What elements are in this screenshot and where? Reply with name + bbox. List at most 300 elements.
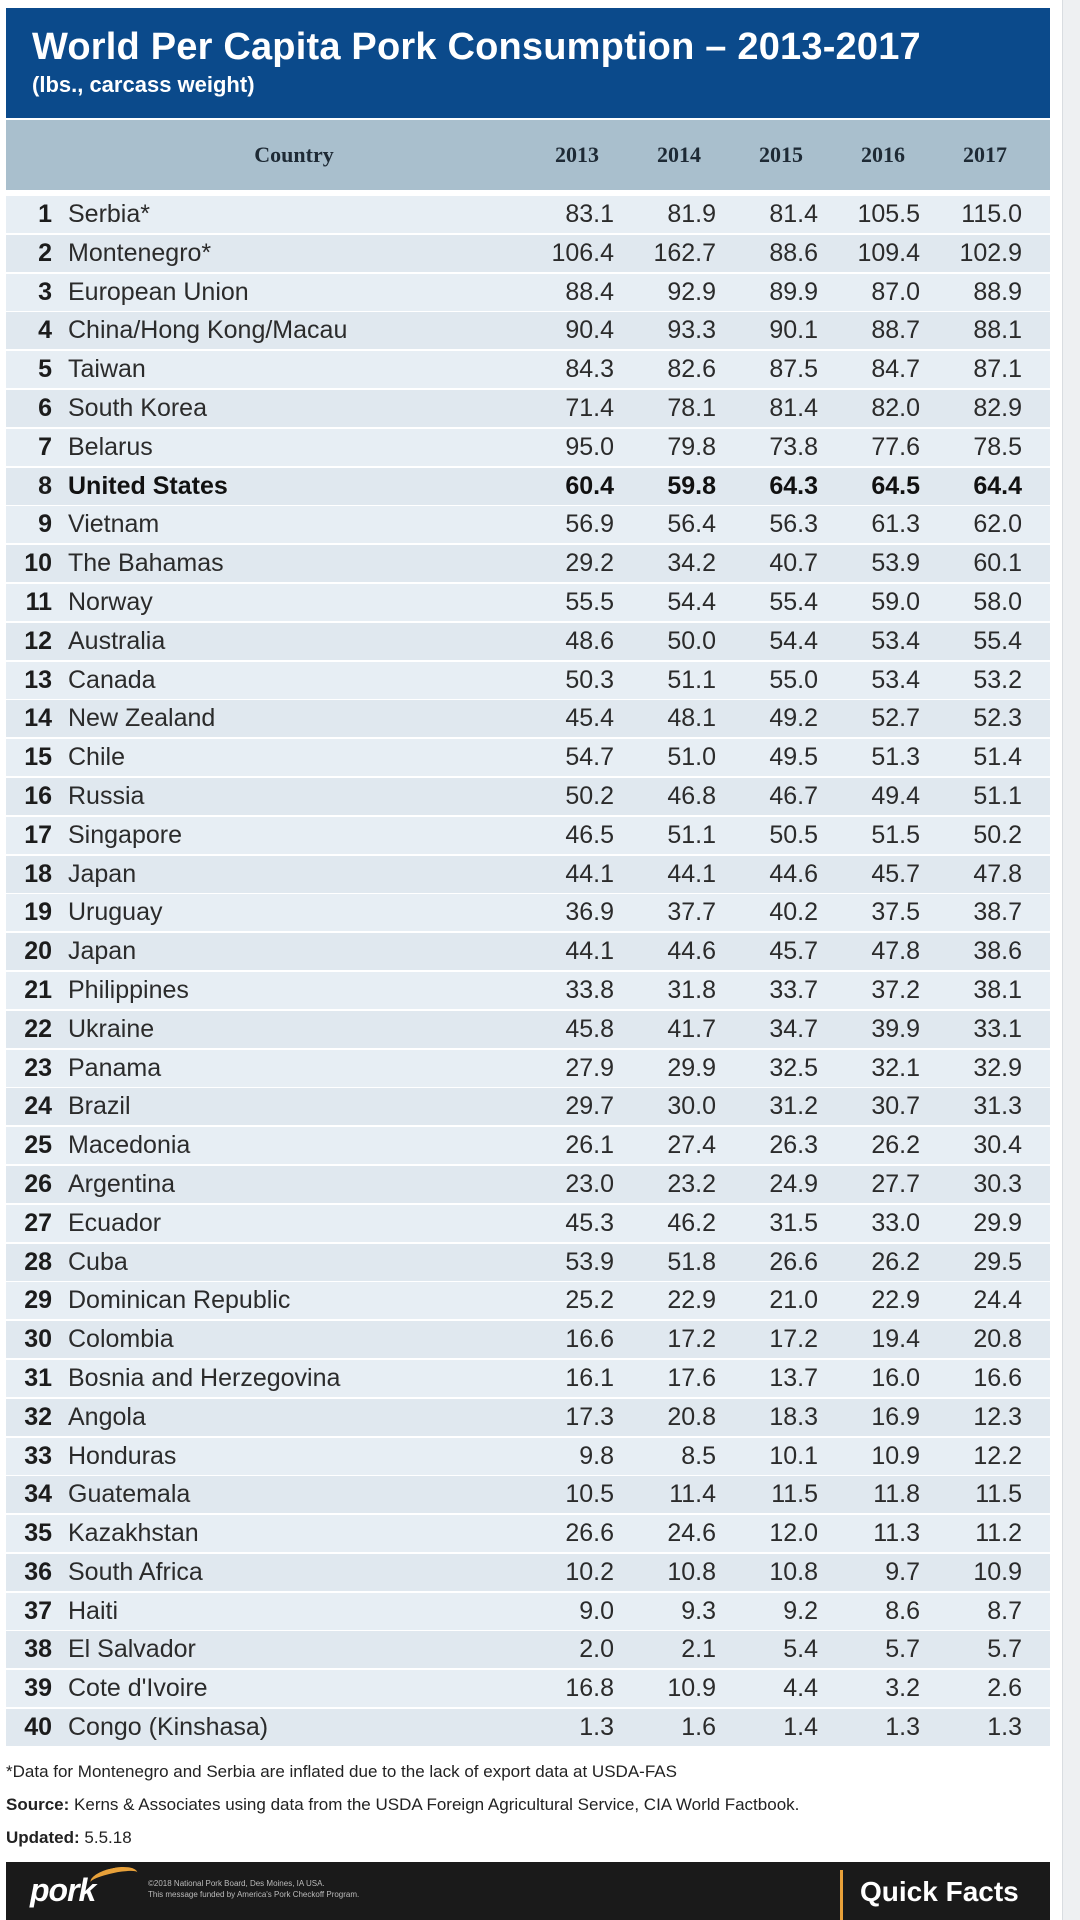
- value-cell: 10.8: [667, 1557, 716, 1586]
- value-cell: 34.7: [769, 1014, 818, 1043]
- country-cell: Taiwan: [68, 355, 146, 384]
- value-cell: 64.5: [871, 471, 920, 500]
- value-cell: 17.6: [667, 1363, 716, 1392]
- value-cell: 47.8: [973, 859, 1022, 888]
- value-cell: 11.4: [669, 1480, 716, 1509]
- value-cell: 11.5: [771, 1480, 818, 1509]
- country-cell: Dominican Republic: [68, 1286, 291, 1315]
- table-row: [6, 623, 1050, 660]
- table-row: [6, 1127, 1050, 1164]
- value-cell: 26.6: [769, 1247, 818, 1276]
- value-cell: 88.4: [565, 277, 614, 306]
- rank-cell: 19: [24, 898, 52, 927]
- value-cell: 79.8: [667, 432, 716, 461]
- table-row: [6, 1399, 1050, 1436]
- rank-cell: 32: [24, 1402, 52, 1431]
- country-cell: Philippines: [68, 975, 189, 1004]
- year-column-header: 2014: [657, 142, 701, 167]
- country-cell: Singapore: [68, 820, 182, 849]
- value-cell: 24.4: [973, 1286, 1022, 1315]
- value-cell: 3.2: [885, 1674, 920, 1703]
- value-cell: 49.4: [871, 781, 920, 810]
- value-cell: 12.2: [973, 1441, 1022, 1470]
- table-row: [6, 1476, 1050, 1513]
- value-cell: 30.0: [667, 1092, 716, 1121]
- table-row: [6, 429, 1050, 466]
- rank-cell: 13: [24, 665, 52, 694]
- table-row: [6, 700, 1050, 737]
- value-cell: 27.9: [565, 1053, 614, 1082]
- value-cell: 10.2: [565, 1557, 614, 1586]
- value-cell: 16.1: [565, 1363, 614, 1392]
- table-row: [6, 196, 1050, 233]
- value-cell: 54.4: [667, 587, 716, 616]
- country-cell: Brazil: [68, 1092, 131, 1121]
- value-cell: 51.1: [973, 781, 1022, 810]
- year-column-header: 2017: [963, 142, 1007, 167]
- value-cell: 33.0: [871, 1208, 920, 1237]
- value-cell: 32.1: [871, 1053, 920, 1082]
- value-cell: 44.6: [769, 859, 818, 888]
- value-cell: 54.4: [769, 626, 818, 655]
- country-cell: Norway: [68, 587, 153, 616]
- value-cell: 10.9: [667, 1674, 716, 1703]
- value-cell: 93.3: [667, 316, 716, 345]
- rank-cell: 7: [38, 432, 52, 461]
- value-cell: 16.8: [565, 1674, 614, 1703]
- value-cell: 20.8: [667, 1402, 716, 1431]
- rank-cell: 36: [24, 1557, 52, 1586]
- table-row: [6, 894, 1050, 931]
- updated-label: Updated:: [6, 1828, 80, 1847]
- rank-cell: 33: [24, 1441, 52, 1470]
- rank-cell: 30: [24, 1325, 52, 1354]
- rank-cell: 34: [24, 1480, 52, 1509]
- value-cell: 71.4: [565, 393, 614, 422]
- value-cell: 31.2: [769, 1092, 818, 1121]
- country-cell: El Salvador: [68, 1635, 196, 1664]
- value-cell: 81.9: [667, 200, 716, 228]
- value-cell: 47.8: [871, 937, 920, 966]
- value-cell: 27.7: [871, 1169, 920, 1198]
- country-cell: Guatemala: [68, 1480, 191, 1509]
- country-cell: South Africa: [68, 1557, 203, 1586]
- value-cell: 59.0: [871, 587, 920, 616]
- table-row: [6, 1050, 1050, 1087]
- country-cell: Haiti: [68, 1596, 119, 1625]
- value-cell: 51.1: [667, 665, 716, 694]
- value-cell: 10.5: [565, 1480, 614, 1509]
- value-cell: 1.3: [579, 1713, 614, 1742]
- country-cell: European Union: [68, 277, 249, 306]
- value-cell: 109.4: [857, 238, 920, 267]
- value-cell: 37.5: [871, 898, 920, 927]
- footer-divider: [840, 1870, 843, 1920]
- country-cell: United States: [68, 471, 228, 500]
- fineprint-line: ©2018 National Pork Board, Des Moines, IA USA.: [148, 1879, 325, 1888]
- value-cell: 44.1: [565, 859, 614, 888]
- value-cell: 31.5: [769, 1208, 818, 1237]
- value-cell: 41.7: [667, 1014, 716, 1043]
- updated-text: 5.5.18: [79, 1828, 132, 1847]
- value-cell: 45.8: [565, 1014, 614, 1043]
- value-cell: 51.8: [667, 1247, 716, 1276]
- quick-facts-label: Quick Facts: [860, 1876, 1019, 1907]
- value-cell: 17.3: [565, 1402, 614, 1431]
- value-cell: 50.2: [973, 820, 1022, 849]
- table-row: [6, 1321, 1050, 1358]
- table-body: [6, 190, 1050, 1746]
- value-cell: 29.5: [973, 1247, 1022, 1276]
- value-cell: 11.5: [975, 1480, 1022, 1509]
- table-row: [6, 1205, 1050, 1242]
- value-cell: 44.1: [565, 937, 614, 966]
- country-column-header: Country: [254, 142, 334, 167]
- value-cell: 115.0: [961, 200, 1022, 228]
- country-cell: Montenegro*: [68, 238, 212, 267]
- rank-cell: 11: [25, 587, 52, 616]
- page-title: World Per Capita Pork Consumption – 2013-2017: [32, 26, 921, 68]
- country-cell: Ukraine: [68, 1014, 155, 1043]
- country-cell: Colombia: [68, 1325, 174, 1354]
- value-cell: 82.6: [667, 355, 716, 384]
- value-cell: 33.7: [769, 975, 818, 1004]
- value-cell: 53.9: [565, 1247, 614, 1276]
- value-cell: 30.3: [973, 1169, 1022, 1198]
- year-column-header: 2016: [861, 142, 905, 167]
- value-cell: 37.2: [871, 975, 920, 1004]
- value-cell: 9.3: [681, 1596, 716, 1625]
- value-cell: 53.2: [973, 665, 1022, 694]
- table-row: [6, 856, 1050, 893]
- logo-swoosh-icon: [89, 1863, 140, 1892]
- table-row: [6, 351, 1050, 388]
- notes-section: [6, 1755, 1050, 1854]
- value-cell: 90.1: [769, 316, 818, 345]
- rank-cell: 37: [24, 1596, 52, 1625]
- country-cell: China/Hong Kong/Macau: [68, 316, 348, 345]
- value-cell: 8.6: [885, 1596, 920, 1625]
- value-cell: 48.6: [565, 626, 614, 655]
- value-cell: 37.7: [667, 898, 716, 927]
- value-cell: 45.4: [565, 704, 614, 733]
- fineprint-line: This message funded by America's Pork Checkoff Program.: [148, 1890, 360, 1899]
- footnote: *Data for Montenegro and Serbia are inflated due to the lack of export data at USDA-FAS: [6, 1762, 677, 1781]
- rank-cell: 28: [24, 1247, 52, 1276]
- value-cell: 73.8: [769, 432, 818, 461]
- table-row: [6, 662, 1050, 699]
- value-cell: 55.4: [973, 626, 1022, 655]
- value-cell: 44.6: [667, 937, 716, 966]
- value-cell: 23.0: [565, 1169, 614, 1198]
- rank-cell: 23: [24, 1053, 52, 1082]
- value-cell: 25.2: [565, 1286, 614, 1315]
- value-cell: 29.7: [565, 1092, 614, 1121]
- rank-cell: 12: [24, 626, 52, 655]
- value-cell: 56.9: [565, 510, 614, 539]
- value-cell: 29.2: [565, 549, 614, 578]
- value-cell: 5.7: [987, 1635, 1022, 1664]
- rank-cell: 35: [24, 1519, 52, 1548]
- country-cell: Panama: [68, 1053, 162, 1082]
- value-cell: 64.3: [769, 471, 818, 500]
- table-row: [6, 584, 1050, 621]
- value-cell: 45.7: [769, 937, 818, 966]
- value-cell: 55.4: [769, 587, 818, 616]
- rank-cell: 1: [38, 200, 52, 228]
- value-cell: 12.3: [973, 1402, 1022, 1431]
- value-cell: 21.0: [769, 1286, 818, 1315]
- value-cell: 5.4: [783, 1635, 818, 1664]
- value-cell: 51.3: [871, 743, 920, 772]
- table-row: [6, 468, 1050, 505]
- value-cell: 18.3: [769, 1402, 818, 1431]
- year-column-header: 2013: [555, 142, 599, 167]
- value-cell: 81.4: [769, 200, 818, 228]
- value-cell: 58.0: [973, 587, 1022, 616]
- value-cell: 26.6: [565, 1519, 614, 1548]
- table-header-row: [6, 120, 1050, 190]
- value-cell: 33.1: [973, 1014, 1022, 1043]
- rank-cell: 22: [24, 1014, 52, 1043]
- country-cell: South Korea: [68, 393, 207, 422]
- value-cell: 2.6: [987, 1674, 1022, 1703]
- value-cell: 60.1: [973, 549, 1022, 578]
- value-cell: 45.7: [871, 859, 920, 888]
- country-cell: Australia: [68, 626, 166, 655]
- value-cell: 51.0: [667, 743, 716, 772]
- table-row: [6, 1166, 1050, 1203]
- value-cell: 20.8: [973, 1325, 1022, 1354]
- value-cell: 59.8: [667, 471, 716, 500]
- rank-cell: 17: [24, 820, 52, 849]
- value-cell: 44.1: [667, 859, 716, 888]
- rank-cell: 9: [38, 510, 52, 539]
- value-cell: 51.5: [871, 820, 920, 849]
- value-cell: 31.3: [973, 1092, 1022, 1121]
- value-cell: 62.0: [973, 510, 1022, 539]
- rank-cell: 8: [38, 471, 52, 500]
- value-cell: 61.3: [871, 510, 920, 539]
- value-cell: 40.2: [769, 898, 818, 927]
- value-cell: 46.2: [667, 1208, 716, 1237]
- value-cell: 92.9: [667, 277, 716, 306]
- value-cell: 1.4: [783, 1713, 818, 1742]
- value-cell: 95.0: [565, 432, 614, 461]
- table-row: [6, 1244, 1050, 1281]
- value-cell: 33.8: [565, 975, 614, 1004]
- value-cell: 10.9: [973, 1557, 1022, 1586]
- rank-cell: 29: [24, 1286, 52, 1315]
- value-cell: 88.7: [871, 316, 920, 345]
- table-row: [6, 817, 1050, 854]
- table-row: [6, 972, 1050, 1009]
- footer-bar: [6, 1862, 1050, 1920]
- table-row: [6, 390, 1050, 427]
- value-cell: 13.7: [769, 1363, 818, 1392]
- value-cell: 48.1: [667, 704, 716, 733]
- value-cell: 4.4: [783, 1674, 818, 1703]
- value-cell: 11.2: [975, 1519, 1022, 1548]
- value-cell: 26.3: [769, 1131, 818, 1160]
- value-cell: 10.9: [871, 1441, 920, 1470]
- value-cell: 30.7: [871, 1092, 920, 1121]
- updated-line: [6, 1821, 1050, 1854]
- title-banner: [6, 8, 1050, 118]
- value-cell: 90.4: [565, 316, 614, 345]
- value-cell: 46.8: [667, 781, 716, 810]
- value-cell: 53.4: [871, 626, 920, 655]
- value-cell: 16.6: [973, 1363, 1022, 1392]
- country-cell: Cote d'Ivoire: [68, 1674, 208, 1703]
- table-row: [6, 933, 1050, 970]
- value-cell: 50.0: [667, 626, 716, 655]
- value-cell: 46.7: [769, 781, 818, 810]
- country-cell: Angola: [68, 1402, 146, 1431]
- rank-cell: 16: [24, 781, 52, 810]
- value-cell: 22.9: [871, 1286, 920, 1315]
- value-cell: 16.0: [871, 1363, 920, 1392]
- rank-cell: 15: [24, 743, 52, 772]
- rank-cell: 40: [24, 1713, 52, 1742]
- table-row: [6, 1088, 1050, 1125]
- value-cell: 56.4: [667, 510, 716, 539]
- value-cell: 89.9: [769, 277, 818, 306]
- table-row: [6, 235, 1050, 272]
- value-cell: 11.3: [873, 1519, 920, 1548]
- value-cell: 78.5: [973, 432, 1022, 461]
- rank-cell: 3: [38, 277, 52, 306]
- value-cell: 8.5: [681, 1441, 716, 1470]
- value-cell: 19.4: [871, 1325, 920, 1354]
- country-cell: Kazakhstan: [68, 1519, 199, 1548]
- source-label: Source:: [6, 1795, 70, 1814]
- value-cell: 54.7: [565, 743, 614, 772]
- value-cell: 88.1: [973, 316, 1022, 345]
- rank-cell: 2: [38, 238, 52, 267]
- rank-cell: 20: [24, 937, 52, 966]
- country-cell: Serbia*: [68, 200, 150, 228]
- value-cell: 9.0: [579, 1596, 614, 1625]
- table-row: [6, 1011, 1050, 1048]
- value-cell: 82.0: [871, 393, 920, 422]
- logo-wordmark: pork: [30, 1872, 96, 1908]
- value-cell: 1.3: [885, 1713, 920, 1742]
- country-cell: Ecuador: [68, 1208, 162, 1237]
- value-cell: 84.3: [565, 355, 614, 384]
- rank-cell: 21: [24, 975, 52, 1004]
- value-cell: 46.5: [565, 820, 614, 849]
- country-cell: Chile: [68, 743, 125, 772]
- value-cell: 38.1: [973, 975, 1022, 1004]
- value-cell: 40.7: [769, 549, 818, 578]
- table-row: [6, 1282, 1050, 1319]
- country-cell: Argentina: [68, 1169, 176, 1198]
- rank-cell: 14: [24, 704, 52, 733]
- value-cell: 102.9: [959, 238, 1022, 267]
- rank-cell: 25: [24, 1131, 52, 1160]
- table-row: [6, 1709, 1050, 1746]
- value-cell: 51.1: [667, 820, 716, 849]
- value-cell: 52.7: [871, 704, 920, 733]
- value-cell: 31.8: [667, 975, 716, 1004]
- country-cell: Japan: [68, 859, 137, 888]
- value-cell: 88.9: [973, 277, 1022, 306]
- scrollbar-track[interactable]: [1062, 0, 1080, 1920]
- value-cell: 27.4: [667, 1131, 716, 1160]
- value-cell: 10.1: [769, 1441, 818, 1470]
- country-cell: Belarus: [68, 432, 153, 461]
- rank-cell: 5: [38, 355, 52, 384]
- rank-cell: 10: [24, 549, 52, 578]
- value-cell: 16.6: [565, 1325, 614, 1354]
- rank-cell: 39: [24, 1674, 52, 1703]
- value-cell: 32.9: [973, 1053, 1022, 1082]
- value-cell: 26.2: [871, 1247, 920, 1276]
- value-cell: 55.5: [565, 587, 614, 616]
- table-row: [6, 312, 1050, 349]
- value-cell: 64.4: [973, 471, 1022, 500]
- table-row: [6, 1438, 1050, 1475]
- value-cell: 52.3: [973, 704, 1022, 733]
- table-row: [6, 1554, 1050, 1591]
- value-cell: 38.7: [973, 898, 1022, 927]
- table-row: [6, 274, 1050, 311]
- value-cell: 2.1: [681, 1635, 716, 1664]
- rank-cell: 38: [24, 1635, 52, 1664]
- source-text: Kerns & Associates using data from the USDA Foreign Agricultural Service, CIA World Factbook.: [69, 1795, 800, 1814]
- rank-cell: 24: [24, 1092, 52, 1121]
- value-cell: 87.1: [973, 355, 1022, 384]
- value-cell: 5.7: [885, 1635, 920, 1664]
- country-cell: Canada: [68, 665, 156, 694]
- value-cell: 81.4: [769, 393, 818, 422]
- value-cell: 162.7: [653, 238, 716, 267]
- value-cell: 26.2: [871, 1131, 920, 1160]
- country-cell: Vietnam: [68, 510, 160, 539]
- value-cell: 26.1: [565, 1131, 614, 1160]
- country-cell: Honduras: [68, 1441, 177, 1470]
- copyright-fineprint: [148, 1878, 448, 1900]
- rank-cell: 18: [24, 859, 52, 888]
- value-cell: 1.6: [681, 1713, 716, 1742]
- rank-cell: 26: [24, 1169, 52, 1198]
- value-cell: 16.9: [871, 1402, 920, 1431]
- country-cell: The Bahamas: [68, 549, 224, 578]
- country-cell: Russia: [68, 781, 145, 810]
- value-cell: 38.6: [973, 937, 1022, 966]
- country-cell: Bosnia and Herzegovina: [68, 1363, 341, 1392]
- table-row: [6, 1360, 1050, 1397]
- value-cell: 53.9: [871, 549, 920, 578]
- pork-checkoff-logo: [30, 1868, 130, 1916]
- value-cell: 29.9: [667, 1053, 716, 1082]
- value-cell: 87.0: [871, 277, 920, 306]
- country-cell: Uruguay: [68, 898, 163, 927]
- country-cell: Macedonia: [68, 1131, 191, 1160]
- value-cell: 32.5: [769, 1053, 818, 1082]
- value-cell: 50.2: [565, 781, 614, 810]
- value-cell: 87.5: [769, 355, 818, 384]
- value-cell: 11.8: [873, 1480, 920, 1509]
- country-cell: Japan: [68, 937, 137, 966]
- value-cell: 60.4: [565, 471, 614, 500]
- value-cell: 29.9: [973, 1208, 1022, 1237]
- country-cell: Congo (Kinshasa): [68, 1713, 269, 1742]
- value-cell: 12.0: [769, 1519, 818, 1548]
- table-row: [6, 1631, 1050, 1668]
- page-subtitle: (lbs., carcass weight): [32, 72, 255, 97]
